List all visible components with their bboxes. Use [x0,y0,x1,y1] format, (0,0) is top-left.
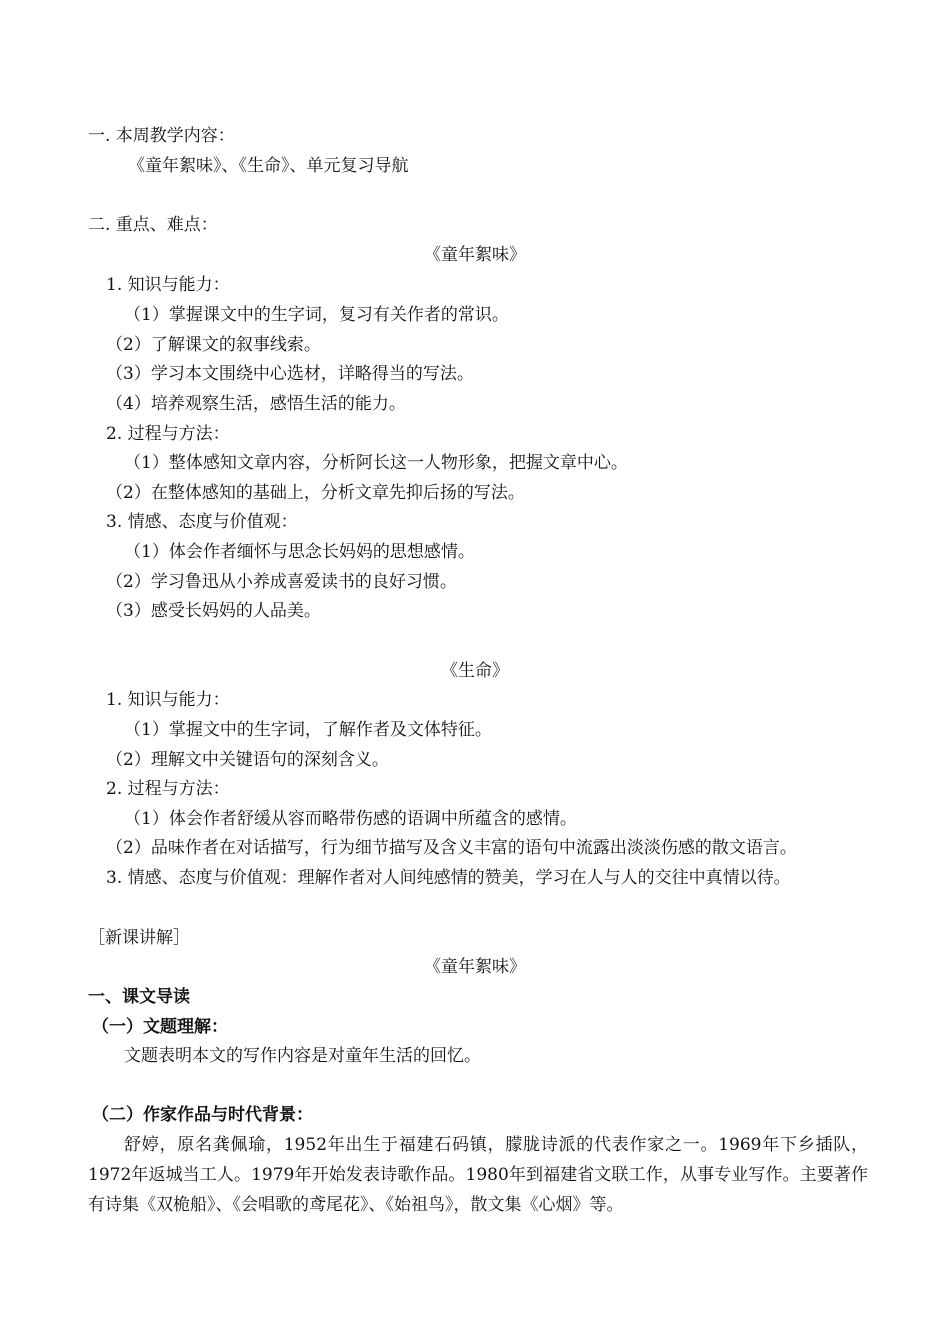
guide-heading: 一、课文导读 [88,987,190,1007]
new-lesson-title: 《童年絮味》 [424,957,526,977]
section-1-content: 《童年絮味》、《生命》、单元复习导航 [128,156,409,176]
lesson-1-knowledge-2: （2）了解课文的叙事线索。 [106,335,321,355]
lesson-2-knowledge-2: （2）理解文中关键语句的深刻含义。 [106,750,389,770]
lesson-2-process-title: 2. 过程与方法： [106,779,230,799]
lesson-1-emotion-title: 3. 情感、态度与价值观： [106,512,298,532]
title-understanding-heading: （一）文题理解： [92,1017,228,1037]
lesson-1-emotion-2: （2）学习鲁迅从小养成喜爱读书的良好习惯。 [106,572,457,592]
lesson-1-process-2: （2）在整体感知的基础上，分析文章先抑后扬的写法。 [106,483,525,503]
author-background-heading: （二）作家作品与时代背景： [92,1105,313,1125]
new-lesson-label: ［新课讲解］ [88,928,190,948]
lesson-1-emotion-1: （1）体会作者缅怀与思念长妈妈的思想感情。 [124,542,475,562]
lesson-2-knowledge-1: （1）掌握文中的生字词，了解作者及文体特征。 [124,720,492,740]
lesson-1-title: 《童年絮味》 [424,245,526,265]
section-2-heading: 二. 重点、难点： [88,215,218,235]
lesson-2-process-1: （1）体会作者舒缓从容而略带伤感的语调中所蕴含的感情。 [124,809,577,829]
lesson-1-emotion-3: （3）感受长妈妈的人品美。 [106,601,321,621]
author-background-text: 舒婷，原名龚佩瑜，1952年出生于福建石码镇，朦胧诗派的代表作家之一。1969年下乡插队，1972年返城当工人。1979年开始发表诗歌作品。1980年到福建省文联工作，从事专业写作。主要著作有诗集《双桅船》、《会唱歌的鸢尾花》、《始祖鸟》，散文集《心烟》等。 [88,1135,868,1215]
lesson-1-process-title: 2. 过程与方法： [106,424,230,444]
lesson-2-process-2: （2）品味作者在对话描写，行为细节描写及含义丰富的语句中流露出淡淡伤感的散文语言。 [106,838,797,858]
lesson-2-title: 《生命》 [441,661,509,681]
title-understanding-text: 文题表明本文的写作内容是对童年生活的回忆。 [124,1046,481,1066]
lesson-1-knowledge-title: 1. 知识与能力： [106,275,230,295]
lesson-1-knowledge-4: （4）培养观察生活，感悟生活的能力。 [106,394,406,414]
lesson-1-process-1: （1）整体感知文章内容，分析阿长这一人物形象，把握文章中心。 [124,453,628,473]
lesson-1-knowledge-3: （3）学习本文围绕中心选材，详略得当的写法。 [106,364,474,384]
lesson-2-knowledge-title: 1. 知识与能力： [106,690,230,710]
lesson-2-emotion-line: 3. 情感、态度与价值观：理解作者对人间纯感情的赞美，学习在人与人的交往中真情以待。 [106,868,791,888]
section-1-heading: 一. 本周教学内容： [88,126,235,146]
lesson-1-knowledge-1: （1）掌握课文中的生字词，复习有关作者的常识。 [124,305,509,325]
